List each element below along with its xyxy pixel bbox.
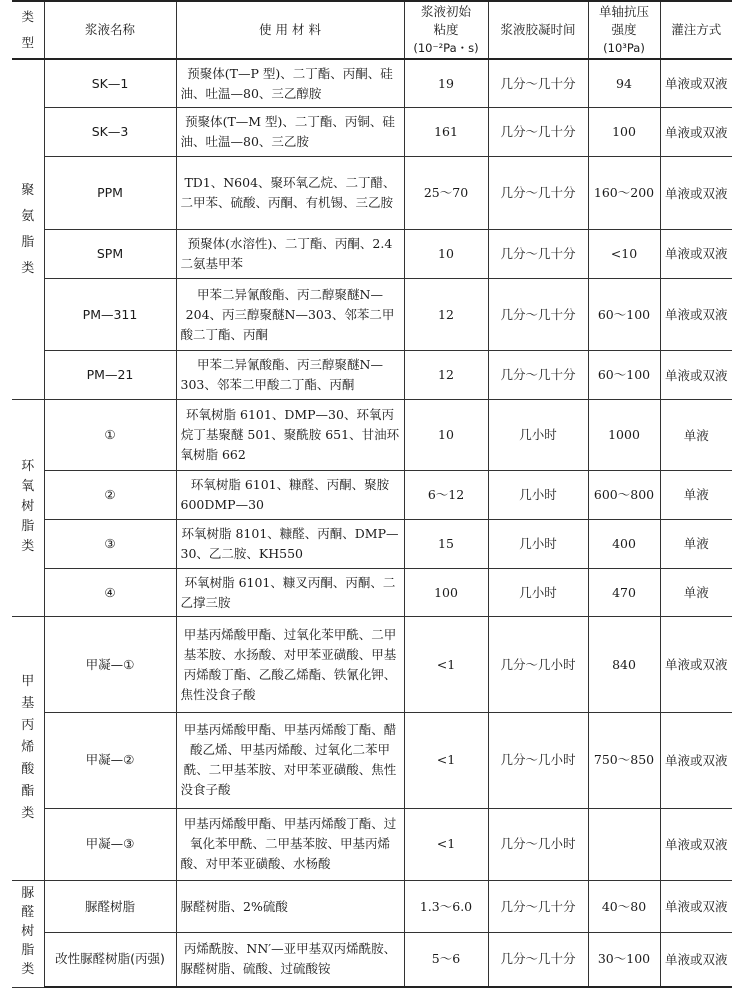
grout-viscosity: <1 [404, 808, 488, 881]
table-row [12, 351, 732, 400]
grout-strength: 160～200 [588, 157, 660, 230]
grout-method: 单液或双液 [660, 617, 732, 713]
grout-gel-time: 几分～几小时 [488, 617, 588, 713]
grout-viscosity: 19 [404, 59, 488, 108]
grout-method: 单液或双液 [660, 713, 732, 809]
grout-materials: 环氧树脂 6101、糠醛、丙酮、聚胺 600DMP—30 [176, 470, 404, 519]
grout-strength: 30～100 [588, 932, 660, 987]
grout-method: 单液或双液 [660, 932, 732, 987]
grout-materials: 丙烯酰胺、NN′—亚甲基双丙烯酰胺、脲醛树脂、硫酸、过硫酸铵 [176, 932, 404, 987]
grout-viscosity: 15 [404, 519, 488, 568]
header-strength: 单轴抗压 强度 (10³Pa) [588, 1, 660, 59]
grout-strength: 750～850 [588, 713, 660, 809]
grouting-materials-document [12, 0, 732, 988]
grout-viscosity: 6～12 [404, 470, 488, 519]
grout-strength: 1000 [588, 400, 660, 471]
grout-gel-time: 几小时 [488, 568, 588, 617]
table-row [12, 808, 732, 881]
grout-materials: 预聚体(T—P 型)、二丁酯、丙酮、硅油、吐温—80、三乙醇胺 [176, 59, 404, 108]
grout-viscosity: 25～70 [404, 157, 488, 230]
grout-name: 甲凝—① [44, 617, 176, 713]
grout-name: ② [44, 470, 176, 519]
header-method: 灌注方式 [660, 1, 732, 59]
table-row [12, 519, 732, 568]
grout-materials: 甲苯二异氰酸酯、丙三醇聚醚N—303、邻苯二甲酸二丁酯、丙酮 [176, 351, 404, 400]
grout-viscosity: 10 [404, 400, 488, 471]
grout-strength: <10 [588, 229, 660, 278]
header-gel-time: 浆液胶凝时间 [488, 1, 588, 59]
grout-method: 单液或双液 [660, 351, 732, 400]
grout-viscosity: 100 [404, 568, 488, 617]
table-row [12, 881, 732, 932]
table-row [12, 470, 732, 519]
grout-viscosity: 161 [404, 108, 488, 157]
header-materials: 使 用 材 料 [176, 1, 404, 59]
table-row [12, 59, 732, 108]
grout-materials: TD1、N604、聚环氧乙烷、二丁醋、二甲苯、硫酸、丙酮、有机锡、三乙胺 [176, 157, 404, 230]
grout-viscosity: 12 [404, 278, 488, 351]
table-row [12, 617, 732, 713]
grout-method: 单液 [660, 470, 732, 519]
header-type: 类型 [12, 1, 44, 59]
table-row [12, 108, 732, 157]
grout-method: 单液 [660, 400, 732, 471]
grout-materials: 环氧树脂 6101、糠叉丙酮、丙酮、二乙撑三胺 [176, 568, 404, 617]
category-epoxy-resin: 环氧树脂类 [12, 400, 44, 617]
grout-strength: 60～100 [588, 351, 660, 400]
grout-gel-time: 几分～几小时 [488, 713, 588, 809]
grout-strength: 100 [588, 108, 660, 157]
grout-materials: 脲醛树脂、2%硫酸 [176, 881, 404, 932]
grout-gel-time: 几分～几十分 [488, 108, 588, 157]
table-row [12, 568, 732, 617]
grout-strength: 470 [588, 568, 660, 617]
grout-gel-time: 几分～几十分 [488, 59, 588, 108]
grout-viscosity: <1 [404, 713, 488, 809]
grout-viscosity: <1 [404, 617, 488, 713]
grout-materials: 预聚体(T—M 型)、二丁酯、丙铜、硅油、吐温—80、三乙胺 [176, 108, 404, 157]
table-row [12, 157, 732, 230]
grout-materials: 环氧树脂 6101、DMP—30、环氧丙烷丁基聚醚 501、聚酰胺 651、甘油环氧树脂 662 [176, 400, 404, 471]
grout-method: 单液或双液 [660, 157, 732, 230]
grout-method: 单液 [660, 519, 732, 568]
grout-method: 单液或双液 [660, 59, 732, 108]
grout-materials: 甲基丙烯酸甲酯、甲基丙烯酸丁酯、过氧化苯甲酰、二甲基苯胺、甲基丙烯酸、对甲苯亚磺酸、水杨酸 [176, 808, 404, 881]
category-urea-formaldehyde: 脲醛树脂类 [12, 881, 44, 987]
grout-viscosity: 12 [404, 351, 488, 400]
grout-materials: 环氧树脂 8101、糠醛、丙酮、DMP—30、乙二胺、KH550 [176, 519, 404, 568]
grout-name: ④ [44, 568, 176, 617]
grout-name: SPM [44, 229, 176, 278]
grout-strength: 600～800 [588, 470, 660, 519]
grout-viscosity: 10 [404, 229, 488, 278]
grout-gel-time: 几小时 [488, 400, 588, 471]
grout-viscosity: 1.3～6.0 [404, 881, 488, 932]
grout-strength: 400 [588, 519, 660, 568]
grout-gel-time: 几小时 [488, 470, 588, 519]
grout-name: PM—311 [44, 278, 176, 351]
grout-method: 单液 [660, 568, 732, 617]
grout-materials: 甲基丙烯酸甲酯、甲基丙烯酸丁酯、醋酸乙烯、甲基丙烯酸、过氧化二苯甲酰、二甲基苯胺、对甲苯亚磺酸、焦性没食子酸 [176, 713, 404, 809]
grout-method: 单液或双液 [660, 808, 732, 881]
grout-gel-time: 几分～几十分 [488, 278, 588, 351]
grout-method: 单液或双液 [660, 108, 732, 157]
grout-gel-time: 几分～几十分 [488, 229, 588, 278]
header-name: 浆液名称 [44, 1, 176, 59]
grout-gel-time: 几分～几十分 [488, 351, 588, 400]
grout-materials: 预聚体(水溶性)、二丁酯、丙酮、2.4 二氨基甲苯 [176, 229, 404, 278]
category-methacrylate: 甲基丙烯酸酯类 [12, 617, 44, 881]
grout-gel-time: 几分～几小时 [488, 808, 588, 881]
grout-name: PPM [44, 157, 176, 230]
header-row [12, 1, 732, 59]
grout-name: ① [44, 400, 176, 471]
grout-materials: 甲基丙烯酸甲酯、过氧化苯甲酰、二甲基苯胺、水扬酸、对甲苯亚磺酸、甲基丙烯酸丁酯、乙酸乙烯酯、铁氰化钾、焦性没食子酸 [176, 617, 404, 713]
grout-strength: 94 [588, 59, 660, 108]
grout-name: SK—3 [44, 108, 176, 157]
grout-method: 单液或双液 [660, 229, 732, 278]
table-row [12, 713, 732, 809]
grout-gel-time: 几分～几十分 [488, 157, 588, 230]
category-polyurethane: 聚氨脂类 [12, 59, 44, 400]
grout-strength: 840 [588, 617, 660, 713]
grout-strength [588, 808, 660, 881]
grout-name: 脲醛树脂 [44, 881, 176, 932]
table-row [12, 278, 732, 351]
grout-method: 单液或双液 [660, 881, 732, 932]
table-row [12, 400, 732, 471]
grout-name: PM—21 [44, 351, 176, 400]
grout-strength: 40～80 [588, 881, 660, 932]
grout-viscosity: 5～6 [404, 932, 488, 987]
grout-gel-time: 几分～几十分 [488, 881, 588, 932]
grout-method: 单液或双液 [660, 278, 732, 351]
grout-gel-time: 几分～几十分 [488, 932, 588, 987]
header-viscosity: 浆液初始 粘度 (10⁻²Pa・s) [404, 1, 488, 59]
grout-name: 甲凝—③ [44, 808, 176, 881]
grout-name: 改性脲醛树脂(丙强) [44, 932, 176, 987]
grouting-materials-table [12, 0, 732, 988]
grout-name: SK—1 [44, 59, 176, 108]
grout-materials: 甲苯二异氰酸酯、丙二醇聚醚N—204、丙三醇聚醚N—303、邻苯二甲酸二丁酯、丙酮 [176, 278, 404, 351]
table-row [12, 229, 732, 278]
table-row [12, 932, 732, 987]
grout-strength: 60～100 [588, 278, 660, 351]
grout-gel-time: 几小时 [488, 519, 588, 568]
grout-name: 甲凝—② [44, 713, 176, 809]
grout-name: ③ [44, 519, 176, 568]
